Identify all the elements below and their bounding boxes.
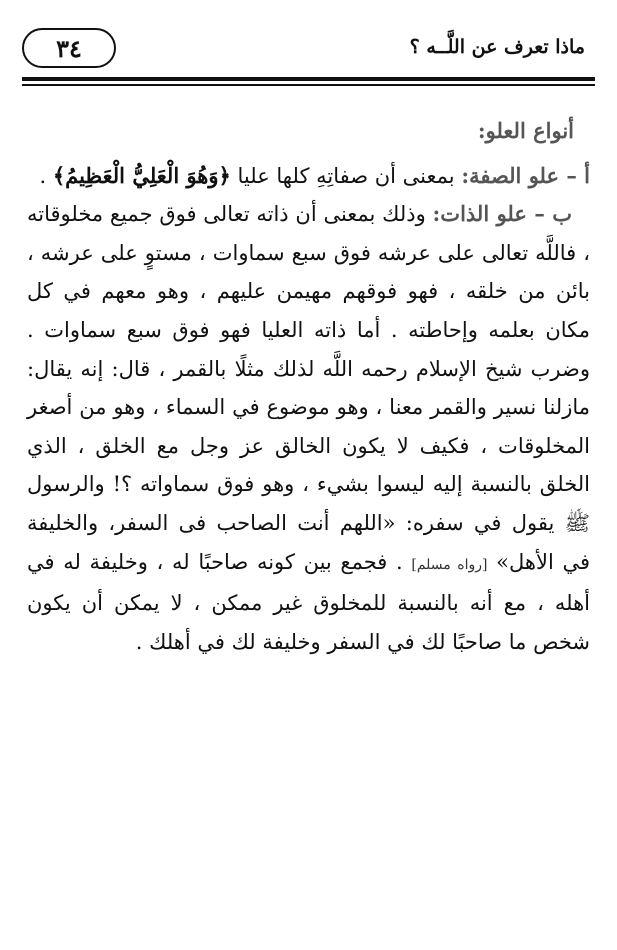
paragraph-item-b (27, 195, 590, 661)
header-rule-thick (22, 77, 595, 81)
running-title: ماذا تعرف عن اللَّــه ؟ (409, 36, 585, 58)
item-b-text: وذلك بمعنى أن ذاته تعالى فوق جميع مخلوقاته ، فاللَّه تعالى على عرشه فوق سبع سماوات ، مستوٍ على عرشه ، بائن من خلقه ، فهو فوقهم مهيمن عليهم ، وهو معهم في كل مكان بعلمه وإحاطته . أما ذاته العليا فهو فوق سبع سماوات . وضرب شيخ الإسلام رحمه اللَّه لذلك مثلًا بالقمر ، قال: إنه يقال: مازلنا نسير والقمر معنا ، وهو موضوع في السماء ، وهو من أصغر المخلوقات ، فكيف لا يكون الخالق عز وجل مع الخلق ، الذي الخلق بالنسبة إليه ليسوا بشيء ، وهو فوق سماواته ؟! والرسول ﷺ يقول في سفره: «اللهم أنت الصاحب فى السفر، والخليفة في الأهل» (27, 202, 591, 574)
item-a-term: أ – علو الصفة: (461, 162, 590, 188)
page-body (27, 112, 590, 661)
quran-verse: ﴿وَهُوَ الْعَلِيُّ الْعَظِيمُ﴾ (52, 162, 231, 188)
section-heading: أنواع العلو: (477, 118, 574, 143)
item-b-text-after: . فجمع بين كونه صاحبًا له ، وخليفة له في أهله ، مع أنه بالنسبة للمخلوق غير ممكن ، لا يمكن أن يكون شخص ما صاحبًا لك في السفر وخليفة لك في أهلك . (27, 549, 590, 654)
page-number: ٣٤ (22, 28, 116, 68)
hadith-source: [رواه مسلم] (411, 556, 488, 573)
paragraph-item-a (27, 157, 590, 196)
header-rule-thin (22, 84, 595, 86)
page-header (22, 22, 595, 82)
item-a-end: . (39, 163, 53, 188)
item-a-text: بمعنى أن صفاتِهِ كلها عليا (230, 163, 462, 188)
item-b-term: ب – علو الذات: (432, 201, 572, 227)
